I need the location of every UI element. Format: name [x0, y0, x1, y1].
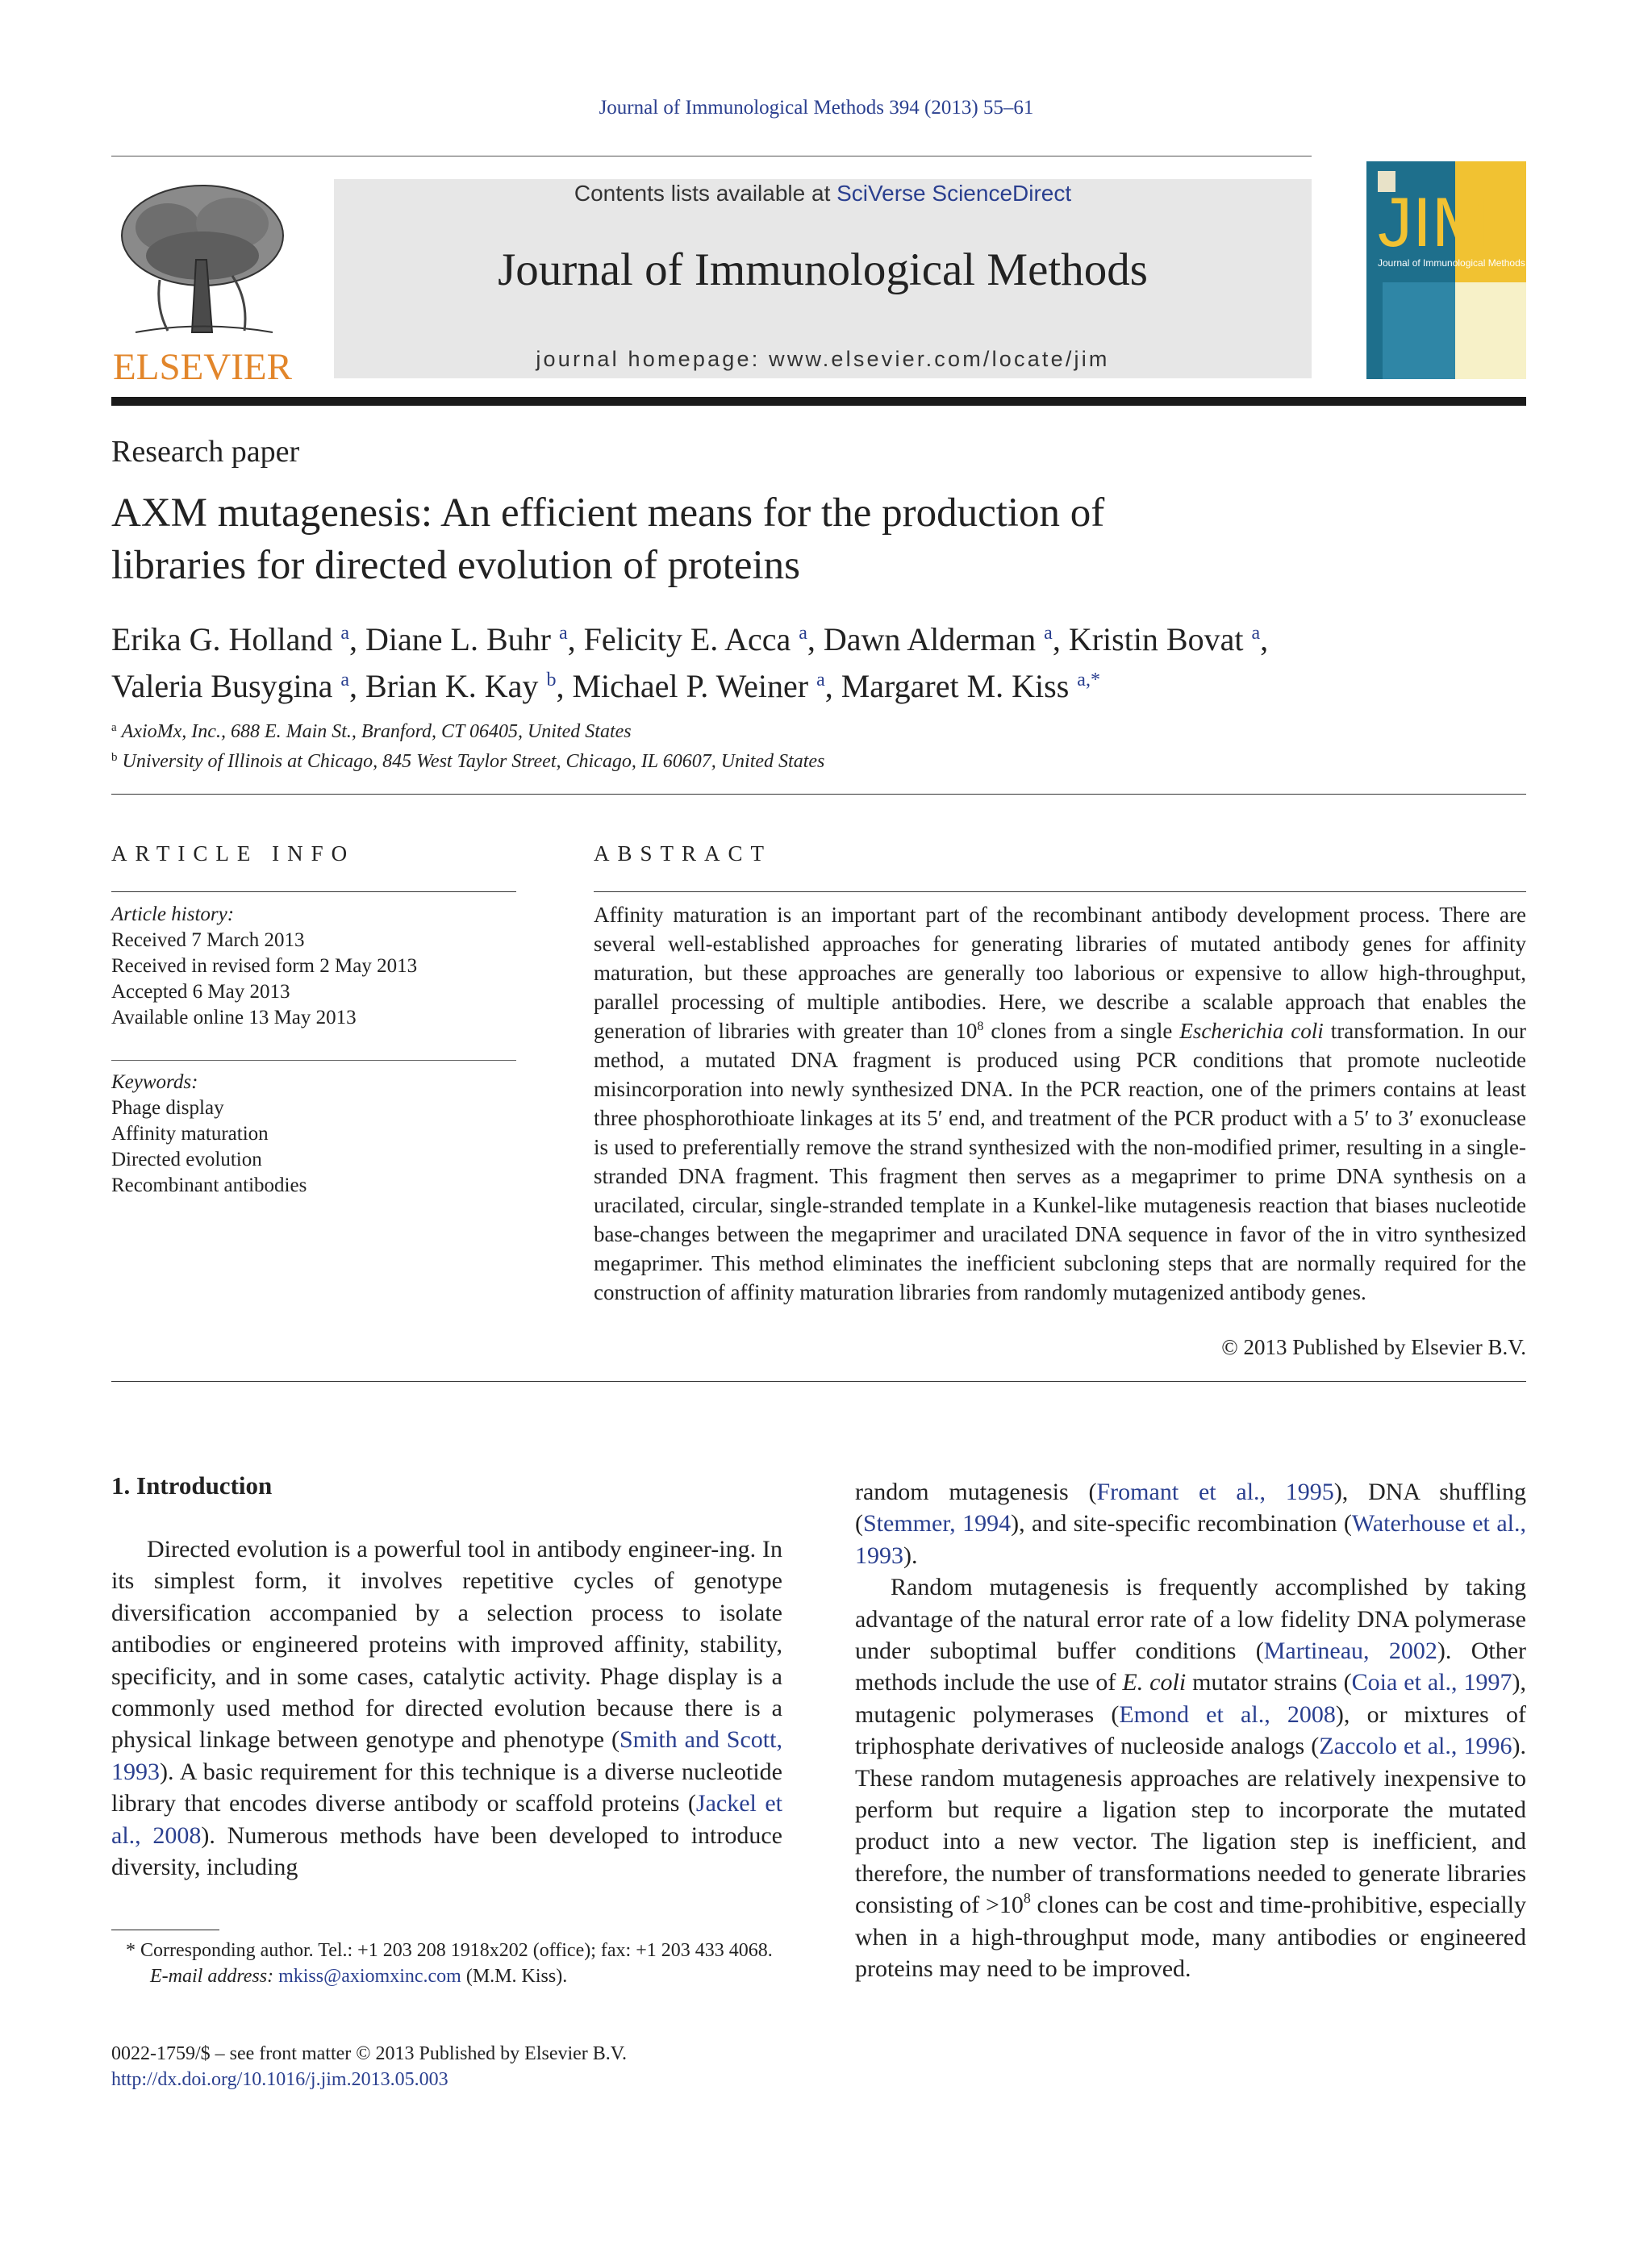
journal-cover-image[interactable]: [1366, 161, 1526, 379]
authors-line-1: Erika G. Holland $^a$, Diane L. Buhr $^a$, Felicity E. Acca $^a$, Dawn Alderman $^a$, Kristin Bovat $^a$,: [111, 621, 1269, 657]
author-name: Erika G. Holland: [111, 621, 333, 657]
abstract-heading: ABSTRACT: [594, 841, 773, 866]
affiliation-marker: a: [799, 623, 807, 644]
contents-line: Contents lists available at SciVerse ScienceDirect: [574, 181, 1072, 206]
keywords: [111, 1070, 515, 1199]
introduction-heading: 1. Introduction: [111, 1471, 273, 1500]
author-list: [111, 613, 1515, 707]
citation-link[interactable]: Jackel et al., 2008: [111, 1790, 782, 1849]
section-divider: [111, 794, 1526, 795]
doi-link[interactable]: http://dx.doi.org/10.1016/j.jim.2013.05.003: [111, 2069, 448, 2090]
elsevier-wordmark: ELSEVIER: [113, 346, 292, 388]
author-name: Diane L. Buhr: [365, 621, 551, 657]
keyword-item: Recombinant antibodies: [111, 1174, 307, 1196]
intro-left-column: [111, 1533, 782, 1883]
keywords-label: Keywords:: [111, 1071, 198, 1093]
corresponding-author-footnote: [111, 1938, 782, 1989]
history-revised: Received in revised form 2 May 2013: [111, 955, 418, 977]
footnote-contact: * Corresponding author. Tel.: +1 203 208 1918x202 (office); fax: +1 203 433 4068.: [126, 1940, 773, 1961]
history-received: Received 7 March 2013: [111, 929, 305, 951]
section-divider: [111, 1381, 1526, 1382]
intro-paragraph-2: Random mutagenesis is frequently accomplished by taking advantage of the natural error rate of a low fidelity DNA polymerase under suboptimal buffer conditions (Martineau, 2002). Other methods include the use of E. coli mutator strains (Coia et al., 1997), mutagenic polymerases (Emond et al., 2008), or mixtures of triphosphate derivatives of nucleoside analogs (Zaccolo et al., 1996). These random mutagenesis approaches are relatively inexpensive to perform but require a ligation step to incorporate the mutated product into a new vector. The ligation step is inefficient, and therefore, the number of transformations needed to generate libraries consisting of $>10^8$ clones can be cost and time-prohibitive, especially when in a high-throughput mode, many antibodies or engineered proteins may need to be improved.: [855, 1574, 1527, 1983]
history-online: Available online 13 May 2013: [111, 1007, 357, 1028]
citation-link[interactable]: Smith and Scott, 1993: [111, 1726, 782, 1785]
keyword-item: Phage display: [111, 1097, 224, 1119]
intro-paragraph-1-cont: random mutagenesis (Fromant et al., 1995), DNA shuffling (Stemmer, 1994), and site-specific recombination (Waterhouse et al., 1993).: [855, 1479, 1526, 1569]
author-name: Kristin Bovat: [1068, 621, 1244, 657]
article-info-heading: ARTICLE INFO: [111, 841, 356, 866]
affiliation-marker: a: [340, 670, 350, 691]
masthead-thick-rule: [111, 397, 1526, 406]
sciencedirect-link[interactable]: SciVerse ScienceDirect: [836, 181, 1072, 206]
article-info-rule: [111, 891, 516, 892]
footnote-email: E-mail address: mkiss@axiomxinc.com (M.M. Kiss).: [150, 1966, 568, 1987]
abstract-rule: [594, 891, 1526, 892]
email-link[interactable]: mkiss@axiomxinc.com: [278, 1966, 461, 1987]
history-label: Article history:: [111, 903, 235, 925]
keyword-item: Directed evolution: [111, 1149, 262, 1170]
author-name: Valeria Busygina: [111, 668, 333, 704]
affiliation-a: $^a$ AxioMx, Inc., 688 E. Main St., Branford, CT 06405, United States: [111, 721, 632, 742]
affiliation-marker: a: [340, 623, 350, 644]
affiliation-marker: b: [546, 670, 557, 691]
author-name: Dawn Alderman: [823, 621, 1037, 657]
journal-title: Journal of Immunological Methods: [498, 244, 1148, 295]
affiliation-marker: a: [1044, 623, 1053, 644]
issn-line: 0022-1759/$ – see front matter © 2013 Published by Elsevier B.V.: [111, 2043, 628, 2064]
citation-link[interactable]: Zaccolo et al., 1996: [1319, 1733, 1512, 1760]
intro-right-column: [855, 1476, 1526, 1985]
citation-link[interactable]: Emond et al., 2008: [1119, 1700, 1336, 1728]
author-name: Margaret M. Kiss: [841, 668, 1070, 704]
front-matter: [111, 2041, 837, 2092]
citation-link[interactable]: Waterhouse et al., 1993: [855, 1510, 1526, 1569]
corresponding-author-marker[interactable]: a,*: [1077, 670, 1100, 691]
affiliation-b: $^b$ University of Illinois at Chicago, 845 West Taylor Street, Chicago, IL 60607, United States: [111, 751, 825, 772]
intro-paragraph-1: Directed evolution is a powerful tool in antibody engineer-ing. In its simplest form, it involves repetitive cycles of genotype diversification accompanied by a selection process to isolate antibodies or engineered proteins with improved affinity, stability, specificity, and in some cases, catalytic activity. Phage display is a commonly used method for directed evolution because there is a physical linkage between genotype and phenotype (Smith and Scott, 1993). A basic requirement for this technique is a diverse nucleotide library that encodes diverse antibody or scaffold proteins (Jackel et al., 2008). Numerous methods have been developed to introduce diversity, including: [111, 1536, 782, 1881]
affiliation-marker: a: [1251, 623, 1261, 644]
affiliation-marker: a: [816, 670, 825, 691]
article-type: Research paper: [111, 435, 300, 469]
journal-reference-link[interactable]: Journal of Immunological Methods 394 (2013) 55–61: [599, 97, 1034, 119]
author-name: Felicity E. Acca: [583, 621, 791, 657]
citation-link[interactable]: Coia et al., 1997: [1351, 1669, 1512, 1696]
cover-title: JIM: [1378, 184, 1490, 261]
affiliations: [111, 715, 1515, 774]
citation-link[interactable]: Stemmer, 1994: [863, 1510, 1012, 1537]
article-title: AXM mutagenesis: An efficient means for the production of libraries for directed evolution of proteins: [111, 490, 1105, 588]
affiliation-marker: a: [558, 623, 568, 644]
keyword-item: Affinity maturation: [111, 1123, 269, 1145]
journal-homepage[interactable]: journal homepage: www.elsevier.com/locate/jim: [536, 347, 1110, 371]
article-history: [111, 902, 515, 1031]
authors-line-2: Valeria Busygina $^a$, Brian K. Kay $^b$, Michael P. Weiner $^a$, Margaret M. Kiss $^{a,*}$: [111, 668, 1100, 704]
abstract-text: Affinity maturation is an important part of the recombinant antibody development process. There are several well-established approaches for generating libraries of mutated antibody genes for affinity maturation, but these approaches are generally too laborious or expensive to allow high-throughput, parallel processing of multiple antibodies. Here, we describe a scalable approach that enables the generation of libraries with greater than $10^8$ clones from a single Escherichia coli transformation. In our method, a mutated DNA fragment is produced using PCR conditions that promote nucleotide misincorporation into newly synthesized DNA. In the PCR reaction, one of the primers contains at least three phosphorothioate linkages at its 5′ end, and treatment of the PCR product with a 5′ to 3′ exonuclease is used to preferentially remove the strand synthesized with the non-modified primer, resulting in a single-stranded DNA fragment. This fragment then serves as a megaprimer to prime DNA synthesis on a uracilated, circular, single-stranded template in a Kunkel-like mutagenesis reaction that biases nucleotide base-changes between the megaprimer and uracilated DNA sequence in favor of the in vitro synthesized megaprimer. This method eliminates the inefficient subcloning steps that are normally required for the construction of affinity maturation libraries from randomly mutagenized antibody genes.: [594, 903, 1526, 1304]
history-accepted: Accepted 6 May 2013: [111, 981, 290, 1003]
abstract-copyright: © 2013 Published by Elsevier B.V.: [1221, 1335, 1526, 1359]
author-name: Brian K. Kay: [365, 668, 539, 704]
author-name: Michael P. Weiner: [572, 668, 809, 704]
citation-link[interactable]: Martineau, 2002: [1263, 1638, 1437, 1665]
keywords-rule: [111, 1060, 516, 1061]
citation-link[interactable]: Fromant et al., 1995: [1096, 1479, 1334, 1505]
cover-subtitle: Journal of Immunological Methods: [1378, 257, 1525, 269]
